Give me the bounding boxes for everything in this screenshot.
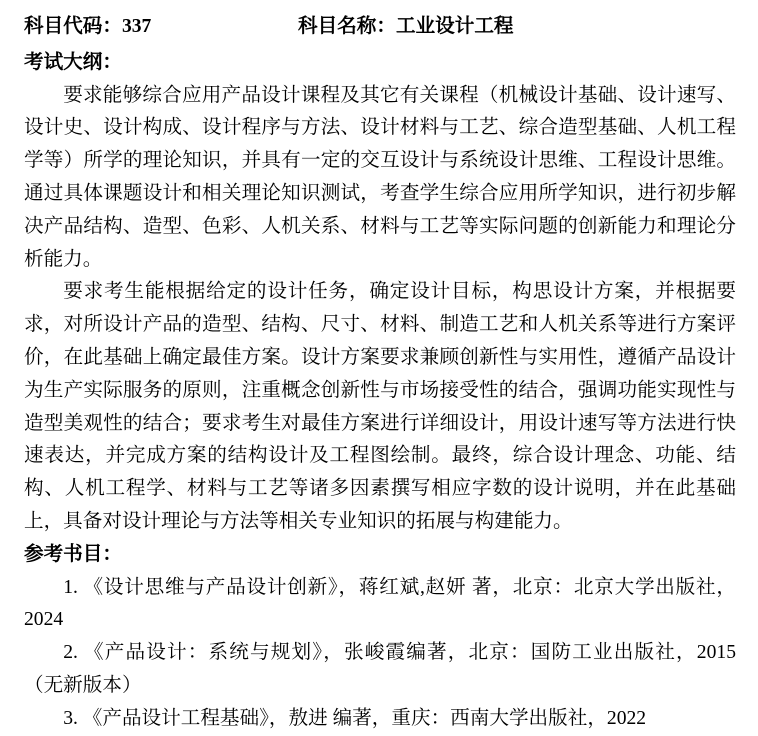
subject-code: 科目代码：337 <box>24 16 152 37</box>
exam-outline-paragraph-2: 要求考生能根据给定的设计任务，确定设计目标，构思设计方案，并根据要求，对所设计产品的造型、结构、尺寸、材料、制造工艺和人机关系等进行方案评价，在此基础上确定最佳方案。设计方案要求兼顾创新性与实用性，遵循产品设计为生产实际服务的原则，注重概念创新性与市场接受性的结合，强调功能实现性与造型美观性的结合；要求考生对最佳方案进行详细设计，用设计速写等方法进行快速表达，并完成方案的结构设计及工程图绘制。最终，综合设计理念、功能、结构、人机工程学、材料与工艺等诸多因素撰写相应字数的设计说明，并在此基础上，具备对设计理论与方法等相关专业知识的拓展与构建能力。 <box>24 281 736 532</box>
subject-name: 科目名称：工业设计工程 <box>298 16 514 37</box>
reference-item-1: 1. 《设计思维与产品设计创新》，蒋红斌,赵妍 著，北京：北京大学出版社，2024 <box>24 576 736 631</box>
document-header <box>24 11 736 44</box>
reference-item-3: 3. 《产品设计工程基础》，敖进 编著，重庆：西南大学出版社，2022 <box>63 707 647 729</box>
exam-outline-heading: 考试大纲： <box>24 51 122 73</box>
references-heading: 参考书目： <box>24 543 122 565</box>
reference-item-2: 2. 《产品设计：系统与规划》，张峻霞编著，北京：国防工业出版社，2015（无新版本） <box>24 642 736 696</box>
exam-outline-paragraph-1: 要求能够综合应用产品设计课程及其它有关课程（机械设计基础、设计速写、设计史、设计构成、设计程序与方法、设计材料与工艺、综合造型基础、人机工程学等）所学的理论知识，并具有一定的交互设计与系统设计思维、工程设计思维。通过具体课题设计和相关理论知识测试，考查学生综合应用所学知识，进行初步解决产品结构、造型、色彩、人机关系、材料与工艺等实际问题的创新能力和理论分析能力。 <box>24 84 736 270</box>
